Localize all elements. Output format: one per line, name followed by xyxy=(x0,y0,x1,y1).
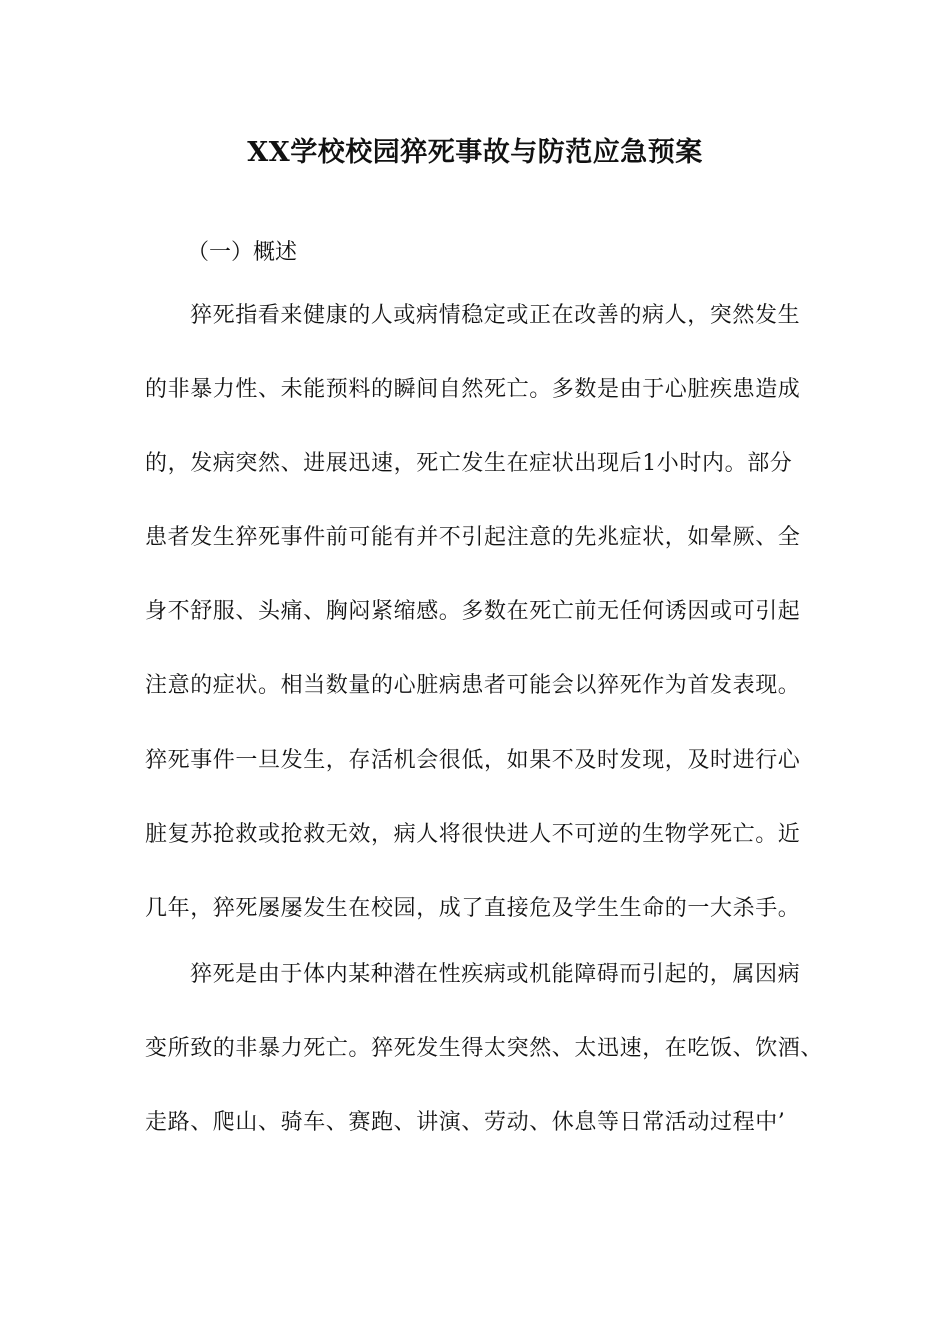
paragraph-1-line-5: 身不舒服、头痛、胸闷紧缩感。多数在死亡前无任何诱因或可引起 xyxy=(145,599,801,624)
paragraph-2-line-1: 猝死是由于体内某种潜在性疾病或机能障碍而引起的，属因病 xyxy=(190,962,801,987)
section-heading: （一）概述 xyxy=(187,240,298,265)
paragraph-1-line-1: 猝死指看来健康的人或病情稳定或正在改善的病人，突然发生 xyxy=(190,303,801,328)
paragraph-2-line-3: 走路、爬山、骑车、赛跑、讲演、劳动、休息等日常活动过程中’ xyxy=(145,1110,786,1135)
paragraph-2-line-2: 变所致的非暴力死亡。猝死发生得太突然、太迅速，在吃饭、饮酒、 xyxy=(145,1036,824,1061)
paragraph-1-line-8: 脏复苏抢救或抢救无效，病人将很快进人不可逆的生物学死亡。近 xyxy=(145,822,801,847)
paragraph-1-line-9: 几年，猝死屡屡发生在校园，成了直接危及学生生命的一大杀手。 xyxy=(145,896,801,921)
paragraph-1-line-2: 的非暴力性、未能预料的瞬间自然死亡。多数是由于心脏疾患造成 xyxy=(145,377,801,402)
document-title: XX学校校园猝死事故与防范应急预案 xyxy=(247,137,703,168)
paragraph-1-line-6: 注意的症状。相当数量的心脏病患者可能会以猝死作为首发表现。 xyxy=(145,673,801,698)
paragraph-1-line-7: 猝死事件一旦发生，存活机会很低，如果不及时发现，及时进行心 xyxy=(145,748,801,773)
paragraph-1-line-4: 患者发生猝死事件前可能有并不引起注意的先兆症状，如晕厥、全 xyxy=(145,525,801,550)
paragraph-1-line-3: 的，发病突然、进展迅速，死亡发生在症状出现后1小时内。部分 xyxy=(145,451,793,476)
